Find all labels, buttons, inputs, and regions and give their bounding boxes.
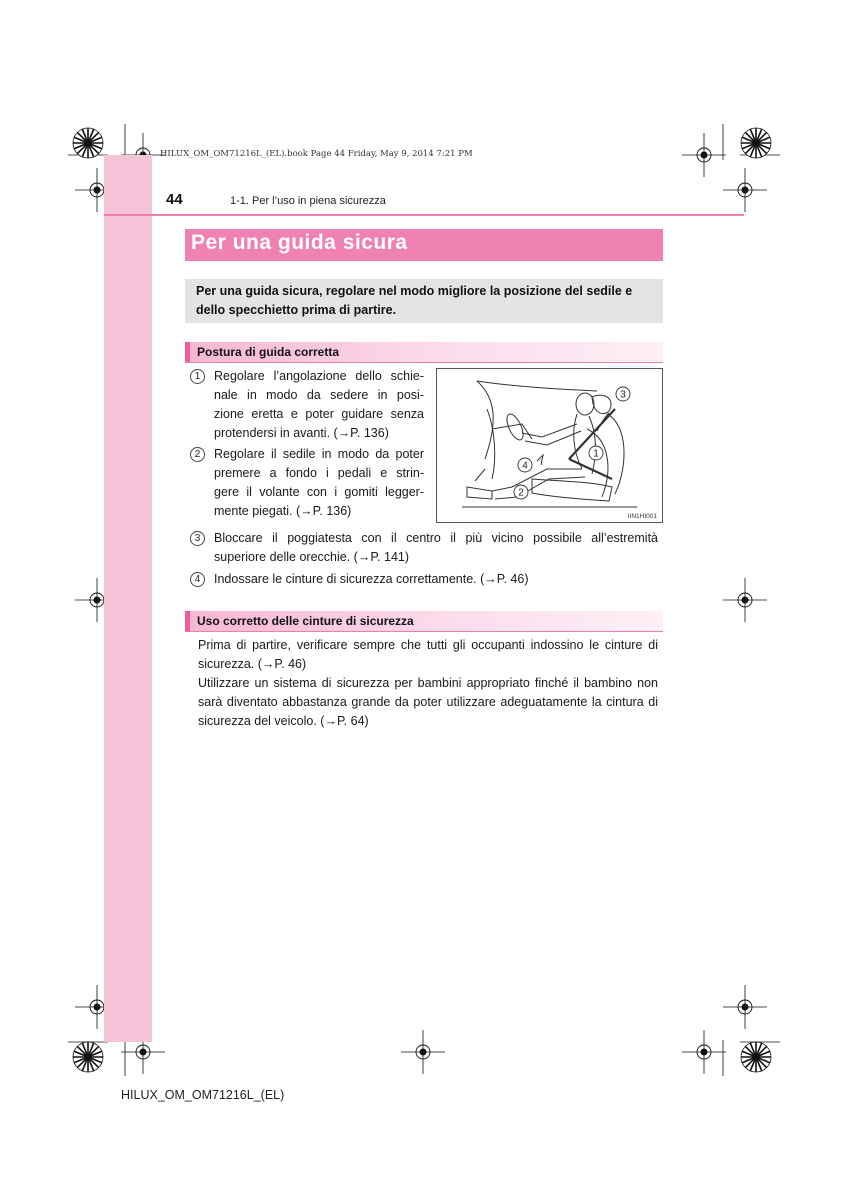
intro-text: Per una guida sicura, regolare nel modo migliore la posizione del sedile e dello specchietto prima di partire. — [196, 284, 633, 317]
intro-box — [185, 279, 663, 323]
item-line: Regolare il sedile in modo da poter — [214, 447, 424, 461]
item-number-1: 1 — [190, 369, 205, 384]
posture-heading-bar — [185, 342, 663, 363]
callout-label: 4 — [522, 460, 528, 472]
item-number-3: 3 — [190, 531, 205, 546]
item-line: Indossare le cinture di sicurezza correttamente. (→P. 46) — [214, 572, 529, 586]
item-number-2: 2 — [190, 447, 205, 462]
callout-label: 2 — [518, 487, 524, 499]
item-line: Regolare l’angolazione dello schie- — [214, 369, 424, 383]
seatbelt-heading: Uso corretto delle cinture di sicurezza — [197, 614, 414, 628]
driving-posture-illustration — [436, 368, 663, 523]
posture-heading: Postura di guida corretta — [197, 345, 340, 359]
section-path: 1-1. Per l’uso in piena sicurezza — [230, 195, 386, 207]
figure-code: IIN1HI001 — [627, 513, 657, 520]
item-line: gere il volante con i gomiti legger- — [214, 485, 424, 499]
driver-seat-drawing — [437, 369, 664, 524]
page-title: Per una guida sicura — [191, 231, 408, 254]
item-line: nale in modo da sedere in posi- — [214, 388, 424, 402]
item-line: zione eretta e poter guidare senza — [214, 407, 424, 421]
seatbelt-paragraph-1: Prima di partire, verificare sempre che tutti gli occupanti indossino le cinture di sicurezza. (→P. 46) — [198, 638, 658, 671]
print-info: HILUX_OM_OM71216L_(EL).book Page 44 Friday, May 9, 2014 7:21 PM — [160, 149, 473, 159]
item-line: Bloccare il poggiatesta con il centro il più vicino possibile all’estremità — [214, 531, 658, 545]
page-title-bar — [185, 229, 663, 261]
document-code-footer: HILUX_OM_OM71216L_(EL) — [121, 1088, 285, 1102]
side-color-band — [104, 155, 152, 1042]
item-line: superiore delle orecchie. (→P. 141) — [214, 550, 410, 564]
item-line: mente piegati. (→P. 136) — [214, 504, 352, 518]
item-line: protendersi in avanti. (→P. 136) — [214, 426, 389, 440]
seatbelt-paragraph-2: Utilizzare un sistema di sicurezza per bambini appropriato finché il bambino non sarà diventato abbastanza grande da poter utilizzare adeguatamente la cintura di sicurezza del veicolo. (→P. 64) — [198, 676, 658, 728]
seatbelt-heading-bar — [185, 611, 663, 632]
item-line: premere a fondo i pedali e strin- — [214, 466, 424, 480]
item-number-4: 4 — [190, 572, 205, 587]
callout-label: 3 — [620, 389, 626, 401]
header-rule — [104, 214, 744, 216]
page-number: 44 — [166, 191, 183, 208]
callout-label: 1 — [593, 448, 599, 460]
